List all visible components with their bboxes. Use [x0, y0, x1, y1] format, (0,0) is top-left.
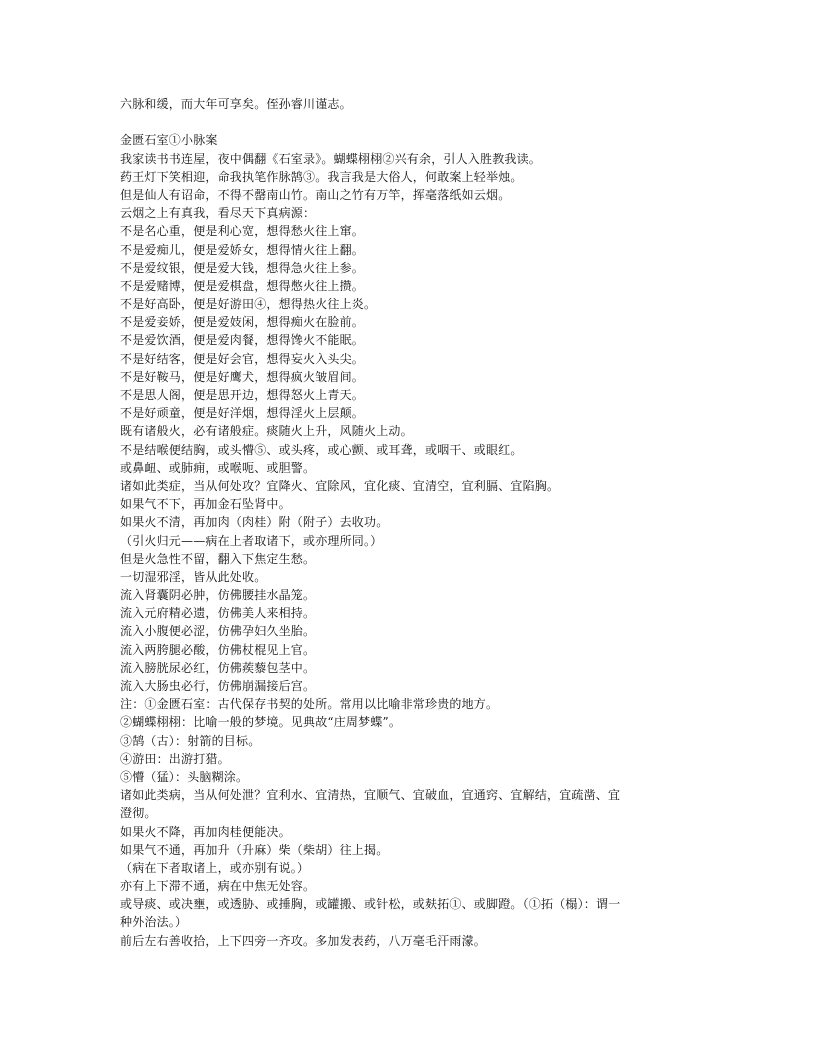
text-line: 不是好高卧，便是好游田④，想得热火往上炎。 — [120, 297, 377, 312]
text-line: 但是仙人有诏命，不得不罄南山竹。南山之竹有万竿，挥毫落纸如云烟。 — [120, 187, 511, 202]
text-line: 种外治法。） — [120, 915, 188, 930]
text-body — [120, 150, 640, 950]
text-line: ②蝴蝶栩栩：比喻一般的梦境。见典故“庄周梦蝶”。 — [120, 715, 402, 730]
text-line: 流入膀胱尿必红，仿佛蒺藜包茎中。 — [120, 660, 316, 675]
blank-line — [120, 113, 640, 131]
text-line: ⑤懵（猛）：头脑糊涂。 — [120, 769, 249, 784]
text-line: 不是思人阁，便是思开边，想得怒火上青天。 — [120, 388, 365, 402]
text-line: 我家读书书连屋，夜中偶翻《石室录》。蝴蝶栩栩②兴有余，引人入胜教我读。 — [120, 151, 542, 166]
section-title: 金匮石室①小脉案 — [120, 133, 218, 148]
text-line: 亦有上下滞不通，病在中焦无处容。 — [120, 879, 316, 894]
text-line: （病在下者取诸上，或亦别有说。） — [120, 860, 310, 875]
text-line: 如果气不通，再加升（升麻）柴（柴胡）往上揭。 — [120, 842, 389, 857]
text-line: 澄彻。 — [120, 806, 157, 821]
text-line: 注：①金匮石室：古代保存书契的处所。常用以比喻非常珍贵的地方。 — [120, 697, 499, 712]
text-line: 不是爱妾娇，便是爱妓闲，想得痴火在脸前。 — [120, 315, 365, 330]
text-line: （引火归元——病在上者取诸下，或亦理所同。） — [120, 533, 383, 548]
text-line: 云烟之上有真我，看尽天下真病源： — [120, 206, 316, 221]
text-line: 不是好鞍马，便是好鹰犬，想得疯火皱眉间。 — [120, 369, 365, 384]
text-line: 但是火急性不留，翻入下焦定生愁。 — [120, 551, 316, 566]
text-line: 诸如此类症，当从何处攻？宜降火、宜除风，宜化痰、宜清空，宜利膈、宜陷胸。 — [120, 478, 560, 493]
text-line: ④游田：出游打猎。 — [120, 751, 230, 766]
document-page — [120, 95, 640, 950]
text-line: 流入元府精必遗，仿佛美人来相持。 — [120, 606, 316, 621]
text-line: 不是爱赌博，便是爱棋盘，想得憋火往上攒。 — [120, 278, 365, 293]
text-line: 不是爱痴儿，便是爱娇女，想得情火往上翻。 — [120, 242, 365, 257]
text-line: 既有诸般火，必有诸般症。痰随火上升，风随火上动。 — [120, 424, 413, 439]
intro-line: 六脉和缓，而大年可享矣。侄孙睿川谨志。 — [120, 97, 352, 111]
text-line: 不是结喉便结胸，或头懵⑤、或头疼，或心颤、或耳聋，或咽干、或眼红。 — [120, 442, 523, 457]
text-line: 流入肾囊阴必肿，仿佛腰挂水晶笼。 — [120, 588, 316, 603]
text-line: 流入两胯腿必酸，仿佛杖棍见上官。 — [120, 642, 316, 657]
text-line: 前后左右善收拾，上下四旁一齐攻。多加发表药，八万毫毛汗雨濛。 — [120, 933, 487, 948]
text-line: 或鼻衄、或肺痈，或喉呃、或胆警。 — [120, 460, 316, 475]
text-line: 如果火不清，再加肉（肉桂）附（附子）去收功。 — [120, 515, 389, 530]
text-line: 不是名心重，便是利心宽，想得愁火往上窜。 — [120, 224, 365, 239]
text-line: 如果火不降，再加肉桂便能决。 — [120, 824, 291, 839]
text-line: 如果气不下，再加金石坠肾中。 — [120, 497, 291, 512]
text-line: 流入大肠虫必行，仿佛崩漏接后宫。 — [120, 679, 316, 693]
text-line: 一切湿邪淫，皆从此处收。 — [120, 569, 267, 584]
text-line: 不是爱饮酒，便是爱肉餐，想得馋火不能眠。 — [120, 333, 365, 348]
text-line: 不是好结客，便是好会官，想得妄火入头尖。 — [120, 351, 365, 366]
text-line: 不是爱纹银，便是爱大钱，想得急火往上参。 — [120, 260, 365, 275]
text-line: 流入小腹便必涩，仿佛孕妇久坐胎。 — [120, 624, 316, 639]
text-line: 药王灯下笑相迎，命我执笔作脉鹄③。我言我是大俗人，何敢案上轻举烛。 — [120, 169, 523, 184]
text-line: ③鹄（古）：射箭的目标。 — [120, 733, 261, 748]
text-line: 不是好顽童，便是好洋烟，想得淫火上层颠。 — [120, 406, 365, 421]
text-line: 诸如此类病，当从何处泄？宜利水、宜清热，宜顺气、宜破血，宜通窍、宜解结，宜疏凿、宜 — [120, 788, 621, 803]
text-line: 或导痰、或决壅，或透胁、或捶胸，或罐搬、或针松，或麸拓①、或脚蹬。（①拓（榻）：谓一 — [120, 897, 621, 912]
